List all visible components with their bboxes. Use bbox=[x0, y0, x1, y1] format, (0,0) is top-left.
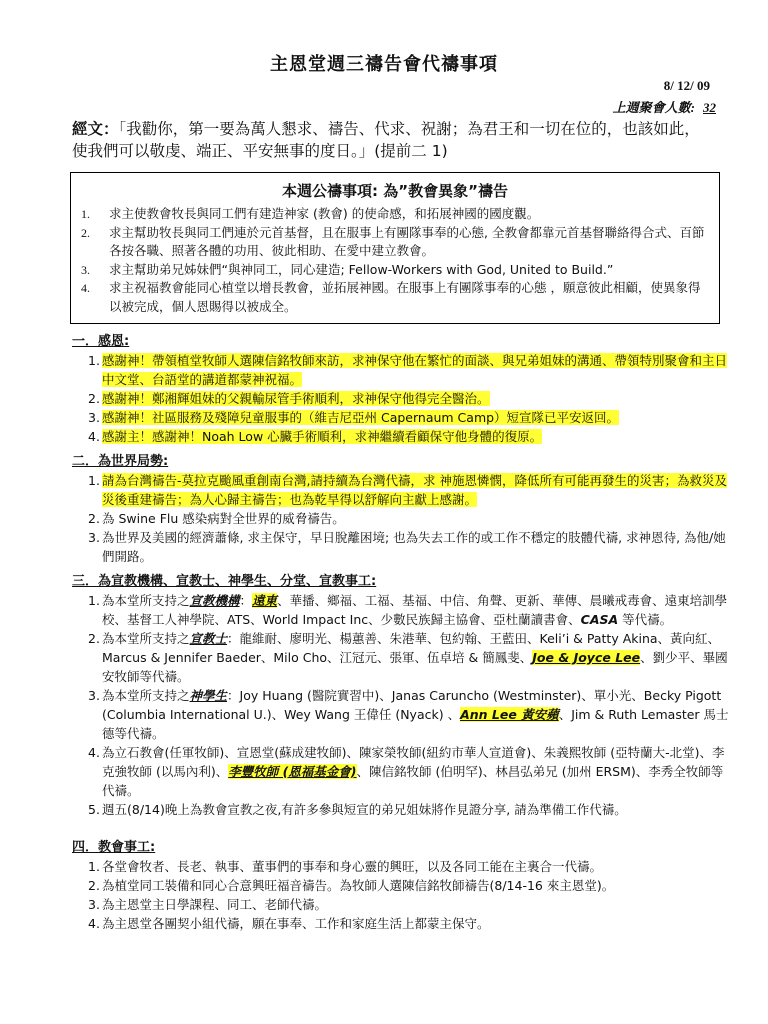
item-text: 感謝神！帶領植堂牧師人選陳信銘牧師來訪，求神保守他在繁忙的面談、與兄弟姐妹的溝通、帶領特別聚會和主日中文堂、台語堂的講道都蒙神祝福。 bbox=[102, 353, 728, 387]
list-item: 1. 各堂會牧者、長老、執事、董事們的事奉和身心靈的興旺，以及各同工能在主裏合一代禱。 bbox=[88, 859, 603, 874]
item-text: 為主恩堂各團契小組代禱，願在事奉、工作和家庭生活上都蒙主保守。 bbox=[102, 916, 490, 931]
box-title: 本週公禱事項: 為”教會異象”禱告 bbox=[282, 182, 508, 200]
emphasis-text: 宣教士 bbox=[189, 631, 228, 646]
item-text: 為 Swine Flu 感染病對全世界的威脅禱告。 bbox=[102, 511, 345, 526]
item-text: 為主恩堂主日學課程、同工、老師代禱。 bbox=[102, 897, 328, 912]
list-item: 4. 感謝主！感謝神！Noah Low 心臟手術順利，求神繼續看顧保守他身體的復原。 bbox=[88, 429, 543, 444]
page-title: 主恩堂週三禱告會代禱事項 bbox=[270, 54, 498, 75]
section-church-ministry bbox=[72, 838, 732, 933]
list-item: 5. 週五(8/14)晚上為教會宣教之夜,有許多參與短宣的弟兄姐妹將作見證分享, 請為準備工作代禱。 bbox=[88, 802, 627, 817]
list-item bbox=[71, 261, 719, 280]
item-text: 求主幫助弟兄姊妹們“與神同工，同心建造; Fellow-Workers with God, United to Build.” bbox=[109, 261, 614, 277]
list-item: 1. 請為台灣禱告-莫拉克颱風重創南台灣,請持續為台灣代禱，求 神施恩憐憫，降低所有可能再發生的災害；為救災及災後重建禱告；為人心歸主禱告；也為乾旱得以舒解向主獻上感謝。 bbox=[88, 473, 727, 507]
list-item: 3. 為世界及美國的經濟蕭條, 求主保守，早日脫離困境; 也為失去工作的或工作不穩定的肢體代禱, 求神恩待, 為他/她們開路。 bbox=[88, 530, 726, 564]
item-text: 為植堂同工裝備和同心合意興旺福音禱告。為牧師人選陳信銘牧師禱告(8/14-16 來主恩堂)。 bbox=[102, 878, 615, 893]
item-text: 求主幫助牧長與同工們連於元首基督，且在服事上有團隊事奉的心態, 全教會都靠元首基督聯絡得合式、百節各按各職、照著各體的功用、彼此相助、在愛中建立教會。 bbox=[109, 224, 705, 258]
section-thanksgiving bbox=[72, 332, 732, 446]
attendance-label: 上週聚會人數: bbox=[612, 100, 695, 115]
emphasis-text: 宣教機構 bbox=[189, 593, 240, 608]
list-item: 3. 為本堂所支持之神學生：Joy Huang (醫院實習中)、Janas Caruncho (Westminster)、單小光、Becky Pigott (Columbia International U.)、Wey Wang 王偉任 (Nyack) 、Ann Lee 黃安蘋、Jim & Ruth Lemaster 馬士德等代禱。 bbox=[88, 688, 729, 741]
section-heading: 二．為世界局勢: bbox=[72, 454, 169, 469]
item-text: 各堂會牧者、長老、執事、董事們的事奉和身心靈的興旺，以及各同工能在主裏合一代禱。 bbox=[102, 859, 603, 874]
item-text: 為世界及美國的經濟蕭條, 求主保守，早日脫離困境; 也為失去工作的或工作不穩定的肢體代禱, 求神恩待, 為他/她們開路。 bbox=[102, 530, 726, 564]
item-text: 感謝神！鄭湘輝姐妹的父親輸尿管手術順利，求神保守他得完全醫治。 bbox=[102, 391, 490, 406]
box-list bbox=[71, 205, 719, 316]
item-number: 2. bbox=[81, 225, 90, 240]
bulletin-date: 8/ 12/ 09 bbox=[663, 78, 710, 93]
list-item: 3. 為主恩堂主日學課程、同工、老師代禱。 bbox=[88, 897, 328, 912]
item-number: 4. bbox=[81, 281, 90, 295]
list-item bbox=[71, 279, 719, 316]
list-item: 2. 感謝神！鄭湘輝姐妹的父親輸尿管手術順利，求神保守他得完全醫治。 bbox=[88, 391, 490, 406]
list-item: 1. 為本堂所支持之宣教機構：遠東、華播、鄉福、工福、基福、中信、角聲、更新、華傳、晨曦戒毒會、遠東培訓學校、基督工人神學院、ATS、World Impact Inc、少數民族歸主協會、亞杜蘭讀書會、CASA 等代禱。 bbox=[88, 593, 728, 627]
item-number: 3. bbox=[81, 262, 90, 277]
highlighted-text: Joe & Joyce Lee bbox=[532, 650, 641, 665]
highlighted-text: Ann Lee 黃安蘋 bbox=[460, 707, 559, 722]
item-text: 感謝主！感謝神！Noah Low 心臟手術順利，求神繼續看顧保守他身體的復原。 bbox=[102, 429, 543, 444]
list-item: 2. 為 Swine Flu 感染病對全世界的威脅禱告。 bbox=[88, 511, 345, 526]
section-heading: 三．為宣教機構、宣教士、神學生、分堂、宣教事工: bbox=[72, 574, 377, 589]
section-heading: 一．感恩: bbox=[72, 334, 130, 349]
highlighted-text: 李豐牧師 (恩福基金會) bbox=[228, 764, 357, 779]
list-item: 1. 感謝神！帶領植堂牧師人選陳信銘牧師來訪，求神保守他在繁忙的面談、與兄弟姐妹的溝通、帶領特別聚會和主日中文堂、台語堂的講道都蒙神祝福。 bbox=[88, 353, 728, 387]
list-item: 4. 為主恩堂各團契小組代禱，願在事奉、工作和家庭生活上都蒙主保守。 bbox=[88, 916, 490, 931]
public-prayer-box bbox=[70, 172, 720, 324]
item-text: 感謝神！社區服務及殘障兒童服事的（維吉尼亞州 Capernaum Camp）短宣隊已平安返回。 bbox=[102, 410, 620, 425]
list-item: 4. 為立石教會(任軍牧師)、宣恩堂(蘇成建牧師)、陳家榮牧師(紐約市華人宣道會)、朱義熙牧師 (亞特蘭大-北堂)、李克強牧師 (以馬內利)、李豐牧師 (恩福基金會)、陳信銘牧師 (伯明罕)、林昌弘弟兄 (加州 ERSM)、李秀全牧師等代禱。 bbox=[88, 745, 725, 798]
item-text: 求主使教會牧長與同工們有建造神家 (教會) 的使命感，和拓展神國的國度觀。 bbox=[109, 206, 540, 221]
section-missions bbox=[72, 572, 732, 819]
item-text: 請為台灣禱告-莫拉克颱風重創南台灣,請持續為台灣代禱，求 神施恩憐憫，降低所有可能再發生的災害；為救災及災後重建禱告；為人心歸主禱告；也為乾旱得以舒解向主獻上感謝。 bbox=[102, 473, 727, 507]
section-world-affairs bbox=[72, 452, 732, 566]
emphasis-text: 神學生 bbox=[189, 688, 228, 703]
attendance-line bbox=[613, 97, 716, 116]
highlighted-text: 遠東 bbox=[252, 593, 278, 608]
emphasis-text: CASA bbox=[580, 612, 619, 627]
item-number: 1. bbox=[81, 207, 90, 221]
scripture-verse bbox=[72, 118, 712, 162]
verse-label: 經文： bbox=[72, 120, 119, 138]
list-item: 2. 為本堂所支持之宣教士：龍維耐、廖明光、楊蕙善、朱港華、包約翰、王藍田、Keli’i & Patty Akina、黃向紅、Marcus & Jennifer Baeder、Milo Cho、江冠元、張軍、伍卓培 & 簡鳳斐、Joe & Joyce Lee、劉少平、畢國安牧師等代禱。 bbox=[88, 631, 728, 684]
list-item: 3. 感謝神！社區服務及殘障兒童服事的（維吉尼亞州 Capernaum Camp）短宣隊已平安返回。 bbox=[88, 410, 620, 425]
section-heading: 四．教會事工: bbox=[72, 840, 156, 855]
list-item bbox=[71, 205, 719, 224]
list-item bbox=[71, 224, 719, 261]
attendance-value: 32 bbox=[703, 100, 716, 115]
list-item: 2. 為植堂同工裝備和同心合意興旺福音禱告。為牧師人選陳信銘牧師禱告(8/14-16 來主恩堂)。 bbox=[88, 878, 615, 893]
item-text: 求主祝福教會能同心植堂以增長教會，並拓展神國。在服事上有團隊事奉的心態 ，願意彼此相顧，使異象得以被完成，個人恩賜得以被成全。 bbox=[109, 280, 701, 314]
verse-text: 「我勸你，第一要為萬人懇求、禱告、代求、祝謝；為君王和一切在位的，也該如此，使我們可以敬虔、端正、平安無事的度日。」(提前二 1) bbox=[72, 120, 700, 160]
